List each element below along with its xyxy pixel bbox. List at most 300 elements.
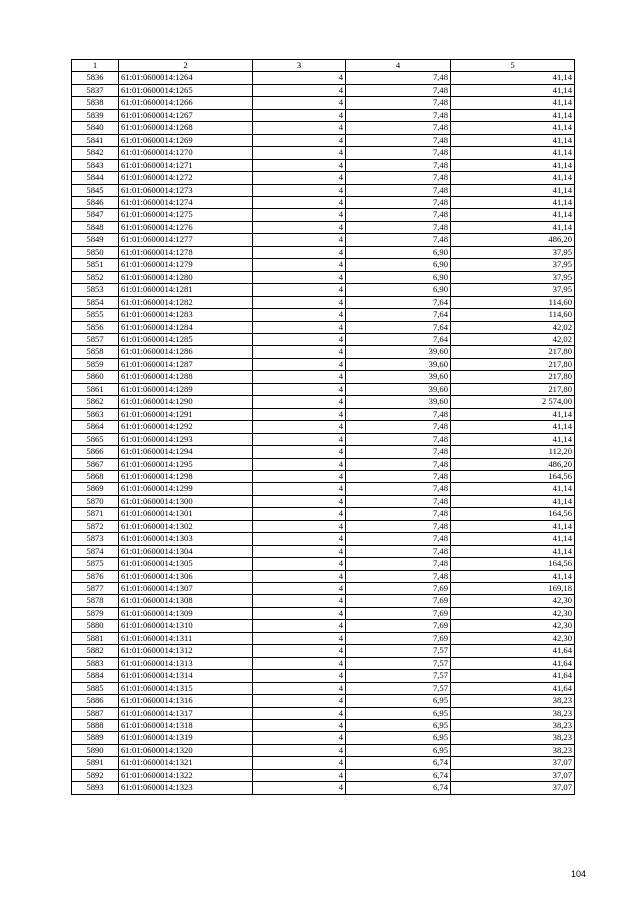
table-cell-col2: 61:01:0600014:1290	[119, 396, 253, 408]
table-row	[72, 757, 575, 769]
table-cell-col3: 4	[253, 371, 346, 383]
table-cell-col1: 5848	[72, 221, 119, 233]
table-cell-col4: 7,57	[346, 670, 451, 682]
table-cell-col1: 5839	[72, 109, 119, 121]
table-row	[72, 645, 575, 657]
table-row	[72, 234, 575, 246]
table-cell-col5: 486,20	[451, 234, 575, 246]
table-cell-col4: 7,48	[346, 134, 451, 146]
table-cell-col1: 5889	[72, 732, 119, 744]
table-row	[72, 371, 575, 383]
table-cell-col1: 5877	[72, 583, 119, 595]
table-cell-col3: 4	[253, 533, 346, 545]
table-cell-col3: 4	[253, 583, 346, 595]
table-row	[72, 744, 575, 756]
table-cell-col3: 4	[253, 720, 346, 732]
table-cell-col1: 5885	[72, 682, 119, 694]
table-cell-col1: 5840	[72, 122, 119, 134]
table-cell-col3: 4	[253, 346, 346, 358]
table-cell-col1: 5863	[72, 408, 119, 420]
table-cell-col2: 61:01:0600014:1315	[119, 682, 253, 694]
table-cell-col2: 61:01:0600014:1323	[119, 782, 253, 794]
table-cell-col5: 37,95	[451, 271, 575, 283]
table-cell-col2: 61:01:0600014:1313	[119, 657, 253, 669]
table-cell-col5: 38,23	[451, 720, 575, 732]
table-row	[72, 84, 575, 96]
table-cell-col3: 4	[253, 296, 346, 308]
table-cell-col3: 4	[253, 458, 346, 470]
table-cell-col5: 217,80	[451, 383, 575, 395]
table-cell-col2: 61:01:0600014:1321	[119, 757, 253, 769]
table-cell-col2: 61:01:0600014:1267	[119, 109, 253, 121]
table-cell-col5: 486,20	[451, 458, 575, 470]
table-cell-col5: 164,56	[451, 508, 575, 520]
table-cell-col4: 7,48	[346, 109, 451, 121]
table-cell-col1: 5866	[72, 446, 119, 458]
table-cell-col5: 114,60	[451, 296, 575, 308]
table-cell-col1: 5884	[72, 670, 119, 682]
table-row	[72, 408, 575, 420]
table-row	[72, 458, 575, 470]
table-cell-col2: 61:01:0600014:1318	[119, 720, 253, 732]
table-cell-col5: 42,30	[451, 595, 575, 607]
table-cell-col2: 61:01:0600014:1268	[119, 122, 253, 134]
table-cell-col4: 7,48	[346, 458, 451, 470]
table-row	[72, 396, 575, 408]
column-header-1: 1	[72, 60, 119, 72]
table-cell-col3: 4	[253, 134, 346, 146]
table-cell-col2: 61:01:0600014:1271	[119, 159, 253, 171]
table-row	[72, 620, 575, 632]
table-row	[72, 558, 575, 570]
table-cell-col3: 4	[253, 695, 346, 707]
table-cell-col5: 41,64	[451, 682, 575, 694]
table-row	[72, 670, 575, 682]
table-cell-col5: 41,14	[451, 433, 575, 445]
table-cell-col5: 41,14	[451, 109, 575, 121]
table-row	[72, 570, 575, 582]
table-cell-col2: 61:01:0600014:1314	[119, 670, 253, 682]
table-cell-col4: 7,48	[346, 533, 451, 545]
table-cell-col1: 5849	[72, 234, 119, 246]
table-cell-col3: 4	[253, 259, 346, 271]
table-cell-col3: 4	[253, 209, 346, 221]
table-cell-col2: 61:01:0600014:1289	[119, 383, 253, 395]
table-cell-col4: 6,74	[346, 769, 451, 781]
table-cell-col5: 41,14	[451, 159, 575, 171]
table-cell-col5: 38,23	[451, 732, 575, 744]
table-cell-col1: 5881	[72, 632, 119, 644]
table-cell-col5: 42,02	[451, 321, 575, 333]
table-cell-col4: 7,48	[346, 470, 451, 482]
table-cell-col5: 41,14	[451, 72, 575, 84]
table-cell-col4: 7,69	[346, 620, 451, 632]
table-row	[72, 296, 575, 308]
table-cell-col4: 7,69	[346, 632, 451, 644]
table-cell-col3: 4	[253, 632, 346, 644]
table-cell-col2: 61:01:0600014:1303	[119, 533, 253, 545]
table-cell-col2: 61:01:0600014:1276	[119, 221, 253, 233]
table-cell-col2: 61:01:0600014:1299	[119, 483, 253, 495]
table-cell-col4: 7,48	[346, 421, 451, 433]
table-cell-col2: 61:01:0600014:1274	[119, 196, 253, 208]
table-row	[72, 732, 575, 744]
table-cell-col1: 5865	[72, 433, 119, 445]
table-cell-col4: 7,48	[346, 221, 451, 233]
table-cell-col3: 4	[253, 421, 346, 433]
table-cell-col1: 5851	[72, 259, 119, 271]
table-cell-col3: 4	[253, 483, 346, 495]
table-row	[72, 383, 575, 395]
table-cell-col3: 4	[253, 545, 346, 557]
table-cell-col1: 5872	[72, 520, 119, 532]
table-cell-col1: 5853	[72, 284, 119, 296]
table-cell-col5: 42,30	[451, 632, 575, 644]
table-row	[72, 184, 575, 196]
table-cell-col5: 41,14	[451, 184, 575, 196]
table-cell-col4: 7,48	[346, 184, 451, 196]
table-cell-col4: 6,90	[346, 271, 451, 283]
table-cell-col4: 7,64	[346, 309, 451, 321]
table-cell-col3: 4	[253, 321, 346, 333]
table-cell-col2: 61:01:0600014:1311	[119, 632, 253, 644]
table-cell-col3: 4	[253, 595, 346, 607]
table-cell-col3: 4	[253, 744, 346, 756]
table-cell-col4: 7,48	[346, 72, 451, 84]
table-cell-col1: 5893	[72, 782, 119, 794]
table-cell-col5: 164,56	[451, 470, 575, 482]
table-cell-col1: 5891	[72, 757, 119, 769]
table-cell-col4: 39,60	[346, 396, 451, 408]
table-cell-col5: 41,14	[451, 97, 575, 109]
table-cell-col4: 6,95	[346, 720, 451, 732]
table-row	[72, 271, 575, 283]
table-cell-col3: 4	[253, 645, 346, 657]
table-row	[72, 483, 575, 495]
table-cell-col2: 61:01:0600014:1300	[119, 495, 253, 507]
table-cell-col5: 37,07	[451, 769, 575, 781]
table-cell-col4: 7,48	[346, 172, 451, 184]
table-row	[72, 470, 575, 482]
table-cell-col1: 5886	[72, 695, 119, 707]
table-cell-col3: 4	[253, 97, 346, 109]
table-cell-col5: 41,64	[451, 670, 575, 682]
table-cell-col1: 5837	[72, 84, 119, 96]
table-cell-col5: 38,23	[451, 695, 575, 707]
table-cell-col4: 6,90	[346, 246, 451, 258]
table-cell-col4: 7,69	[346, 583, 451, 595]
table-cell-col5: 217,80	[451, 371, 575, 383]
table-cell-col4: 7,48	[346, 570, 451, 582]
table-cell-col3: 4	[253, 446, 346, 458]
table-cell-col3: 4	[253, 196, 346, 208]
table-cell-col3: 4	[253, 122, 346, 134]
table-cell-col1: 5879	[72, 607, 119, 619]
table-cell-col4: 7,48	[346, 545, 451, 557]
table-cell-col1: 5868	[72, 470, 119, 482]
table-cell-col4: 39,60	[346, 358, 451, 370]
table-cell-col1: 5844	[72, 172, 119, 184]
table-cell-col5: 217,80	[451, 358, 575, 370]
table-cell-col5: 41,14	[451, 520, 575, 532]
table-cell-col3: 4	[253, 757, 346, 769]
table-cell-col3: 4	[253, 109, 346, 121]
table-cell-col4: 7,69	[346, 607, 451, 619]
table-cell-col2: 61:01:0600014:1309	[119, 607, 253, 619]
table-cell-col3: 4	[253, 234, 346, 246]
table-cell-col5: 42,02	[451, 333, 575, 345]
table-cell-col4: 6,90	[346, 259, 451, 271]
table-cell-col2: 61:01:0600014:1306	[119, 570, 253, 582]
table-cell-col4: 7,57	[346, 682, 451, 694]
table-cell-col3: 4	[253, 309, 346, 321]
column-header-4: 4	[346, 60, 451, 72]
table-cell-col2: 61:01:0600014:1288	[119, 371, 253, 383]
table-cell-col2: 61:01:0600014:1298	[119, 470, 253, 482]
table-row	[72, 632, 575, 644]
table-row	[72, 72, 575, 84]
table-cell-col2: 61:01:0600014:1278	[119, 246, 253, 258]
table-row	[72, 695, 575, 707]
table-cell-col3: 4	[253, 147, 346, 159]
table-cell-col2: 61:01:0600014:1320	[119, 744, 253, 756]
table-cell-col1: 5876	[72, 570, 119, 582]
table-row	[72, 769, 575, 781]
column-header-5: 5	[451, 60, 575, 72]
table-cell-col2: 61:01:0600014:1264	[119, 72, 253, 84]
table-cell-col3: 4	[253, 246, 346, 258]
table-cell-col3: 4	[253, 570, 346, 582]
table-cell-col2: 61:01:0600014:1275	[119, 209, 253, 221]
table-cell-col1: 5843	[72, 159, 119, 171]
table-row	[72, 508, 575, 520]
table-row	[72, 682, 575, 694]
table-cell-col3: 4	[253, 682, 346, 694]
table-row	[72, 196, 575, 208]
table-cell-col4: 7,64	[346, 321, 451, 333]
table-cell-col4: 39,60	[346, 346, 451, 358]
table-cell-col4: 7,64	[346, 333, 451, 345]
table-cell-col2: 61:01:0600014:1287	[119, 358, 253, 370]
table-cell-col3: 4	[253, 508, 346, 520]
table-cell-col4: 7,57	[346, 645, 451, 657]
table-cell-col4: 6,90	[346, 284, 451, 296]
table-cell-col2: 61:01:0600014:1301	[119, 508, 253, 520]
table-cell-col5: 114,60	[451, 309, 575, 321]
table-cell-col1: 5858	[72, 346, 119, 358]
table-cell-col1: 5864	[72, 421, 119, 433]
table-cell-col2: 61:01:0600014:1295	[119, 458, 253, 470]
table-cell-col5: 217,80	[451, 346, 575, 358]
table-cell-col3: 4	[253, 172, 346, 184]
table-cell-col2: 61:01:0600014:1292	[119, 421, 253, 433]
table-cell-col1: 5856	[72, 321, 119, 333]
table-cell-col4: 7,48	[346, 147, 451, 159]
table-cell-col4: 6,95	[346, 744, 451, 756]
table-row	[72, 520, 575, 532]
table-row	[72, 134, 575, 146]
table-cell-col3: 4	[253, 271, 346, 283]
table-cell-col2: 61:01:0600014:1277	[119, 234, 253, 246]
table-cell-col4: 7,48	[346, 495, 451, 507]
table-cell-col3: 4	[253, 607, 346, 619]
table-cell-col5: 37,07	[451, 782, 575, 794]
table-row	[72, 495, 575, 507]
table-row	[72, 346, 575, 358]
table-cell-col2: 61:01:0600014:1294	[119, 446, 253, 458]
table-cell-col4: 7,64	[346, 296, 451, 308]
table-cell-col1: 5857	[72, 333, 119, 345]
table-cell-col2: 61:01:0600014:1265	[119, 84, 253, 96]
table-cell-col2: 61:01:0600014:1273	[119, 184, 253, 196]
table-cell-col2: 61:01:0600014:1307	[119, 583, 253, 595]
table-cell-col5: 41,14	[451, 122, 575, 134]
table-cell-col5: 2 574,00	[451, 396, 575, 408]
table-cell-col1: 5845	[72, 184, 119, 196]
page-number: 104	[570, 869, 586, 879]
table-cell-col3: 4	[253, 558, 346, 570]
table-cell-col1: 5852	[72, 271, 119, 283]
table-cell-col3: 4	[253, 495, 346, 507]
table-cell-col5: 41,14	[451, 147, 575, 159]
table-cell-col4: 6,74	[346, 782, 451, 794]
table-cell-col4: 6,74	[346, 757, 451, 769]
table-cell-col1: 5892	[72, 769, 119, 781]
table-cell-col1: 5880	[72, 620, 119, 632]
table-cell-col1: 5838	[72, 97, 119, 109]
table-cell-col5: 41,14	[451, 408, 575, 420]
table-cell-col2: 61:01:0600014:1279	[119, 259, 253, 271]
table-cell-col5: 41,14	[451, 421, 575, 433]
table-cell-col1: 5855	[72, 309, 119, 321]
table-cell-col4: 39,60	[346, 371, 451, 383]
table-cell-col3: 4	[253, 184, 346, 196]
table-cell-col1: 5842	[72, 147, 119, 159]
table-cell-col5: 41,14	[451, 221, 575, 233]
table-cell-col3: 4	[253, 782, 346, 794]
table-cell-col2: 61:01:0600014:1281	[119, 284, 253, 296]
table-row	[72, 284, 575, 296]
table-cell-col3: 4	[253, 333, 346, 345]
table-cell-col5: 41,14	[451, 545, 575, 557]
table-row	[72, 421, 575, 433]
table-cell-col3: 4	[253, 383, 346, 395]
table-cell-col2: 61:01:0600014:1291	[119, 408, 253, 420]
table-cell-col2: 61:01:0600014:1310	[119, 620, 253, 632]
table-cell-col1: 5862	[72, 396, 119, 408]
table-row	[72, 221, 575, 233]
table-cell-col5: 42,30	[451, 620, 575, 632]
table-cell-col4: 6,95	[346, 707, 451, 719]
table-cell-col1: 5850	[72, 246, 119, 258]
table-cell-col4: 7,48	[346, 97, 451, 109]
table-body	[72, 72, 575, 794]
table-cell-col3: 4	[253, 84, 346, 96]
table-cell-col2: 61:01:0600014:1293	[119, 433, 253, 445]
table-cell-col3: 4	[253, 159, 346, 171]
table-cell-col1: 5841	[72, 134, 119, 146]
table-cell-col3: 4	[253, 396, 346, 408]
table-cell-col1: 5846	[72, 196, 119, 208]
table-cell-col1: 5860	[72, 371, 119, 383]
table-cell-col4: 7,57	[346, 657, 451, 669]
table-cell-col5: 41,64	[451, 645, 575, 657]
table-cell-col4: 7,48	[346, 84, 451, 96]
table-cell-col2: 61:01:0600014:1312	[119, 645, 253, 657]
column-header-3: 3	[253, 60, 346, 72]
table-row	[72, 321, 575, 333]
table-row	[72, 720, 575, 732]
table-cell-col2: 61:01:0600014:1269	[119, 134, 253, 146]
table-row	[72, 209, 575, 221]
table-cell-col1: 5878	[72, 595, 119, 607]
table-cell-col4: 7,48	[346, 159, 451, 171]
table-cell-col2: 61:01:0600014:1302	[119, 520, 253, 532]
table-cell-col3: 4	[253, 433, 346, 445]
table-row	[72, 358, 575, 370]
table-cell-col4: 7,48	[346, 558, 451, 570]
table-cell-col5: 41,64	[451, 657, 575, 669]
table-cell-col3: 4	[253, 657, 346, 669]
table-row	[72, 595, 575, 607]
table-cell-col5: 38,23	[451, 707, 575, 719]
table-cell-col4: 6,95	[346, 732, 451, 744]
table-cell-col5: 112,20	[451, 446, 575, 458]
table-cell-col3: 4	[253, 620, 346, 632]
header-row	[72, 60, 575, 72]
table-cell-col4: 7,48	[346, 209, 451, 221]
table-cell-col5: 37,95	[451, 259, 575, 271]
table-cell-col5: 41,14	[451, 134, 575, 146]
table-cell-col4: 7,48	[346, 408, 451, 420]
table-cell-col5: 42,30	[451, 607, 575, 619]
table-cell-col2: 61:01:0600014:1319	[119, 732, 253, 744]
table-cell-col1: 5874	[72, 545, 119, 557]
table-row	[72, 446, 575, 458]
table-cell-col5: 37,95	[451, 246, 575, 258]
table-cell-col2: 61:01:0600014:1266	[119, 97, 253, 109]
table-cell-col3: 4	[253, 408, 346, 420]
table-cell-col3: 4	[253, 72, 346, 84]
table-cell-col1: 5859	[72, 358, 119, 370]
table-row	[72, 246, 575, 258]
table-cell-col1: 5854	[72, 296, 119, 308]
table-cell-col1: 5887	[72, 707, 119, 719]
table-cell-col4: 7,48	[346, 508, 451, 520]
table-row	[72, 607, 575, 619]
table-cell-col4: 7,48	[346, 483, 451, 495]
table-cell-col1: 5883	[72, 657, 119, 669]
table-cell-col2: 61:01:0600014:1305	[119, 558, 253, 570]
table-row	[72, 707, 575, 719]
table-row	[72, 147, 575, 159]
table-cell-col1: 5869	[72, 483, 119, 495]
table-cell-col5: 41,14	[451, 172, 575, 184]
table-cell-col1: 5882	[72, 645, 119, 657]
table-cell-col2: 61:01:0600014:1286	[119, 346, 253, 358]
table-row	[72, 545, 575, 557]
table-cell-col1: 5873	[72, 533, 119, 545]
table-cell-col5: 169,18	[451, 583, 575, 595]
table-cell-col1: 5847	[72, 209, 119, 221]
table-cell-col2: 61:01:0600014:1272	[119, 172, 253, 184]
table-row	[72, 309, 575, 321]
column-header-2: 2	[119, 60, 253, 72]
table-cell-col4: 7,48	[346, 520, 451, 532]
table-cell-col2: 61:01:0600014:1322	[119, 769, 253, 781]
table-cell-col1: 5870	[72, 495, 119, 507]
table-cell-col2: 61:01:0600014:1284	[119, 321, 253, 333]
